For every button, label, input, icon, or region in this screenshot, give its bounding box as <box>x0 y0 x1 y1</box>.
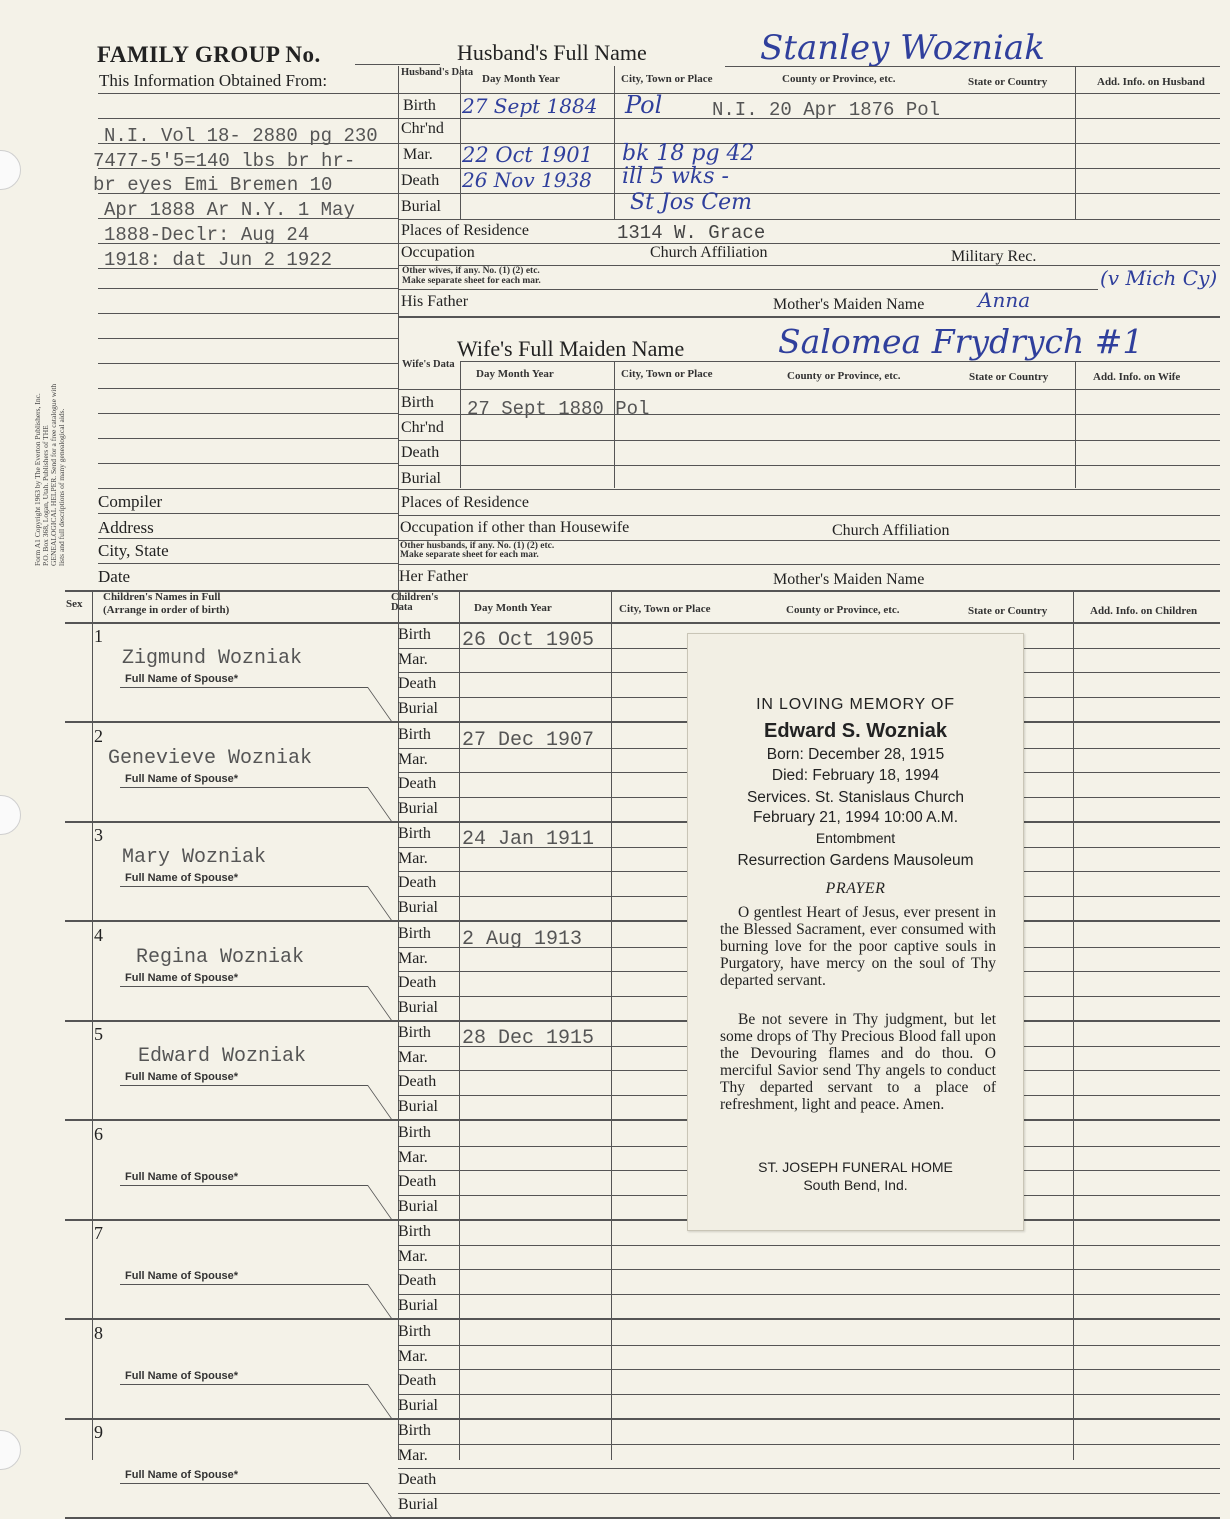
child-row-divider <box>65 1219 1220 1221</box>
child-row-divider <box>65 1119 1220 1121</box>
child-death-label: Death <box>398 675 437 692</box>
child-birth-date: 28 Dec 1915 <box>462 1027 595 1050</box>
spouse-name-line <box>120 687 368 688</box>
child-event-line <box>398 1444 1220 1445</box>
date-label: Date <box>98 567 131 586</box>
child-death-label: Death <box>398 1073 437 1090</box>
child-birth-label: Birth <box>398 1223 431 1240</box>
husband-burial-place: St Jos Cem <box>630 190 752 215</box>
child-name: Mary Wozniak <box>122 846 267 869</box>
childrens-data-header: Children's Data <box>391 592 439 613</box>
spouse-name-label: Full Name of Spouse* <box>125 972 239 984</box>
child-number: 5 <box>94 1024 103 1044</box>
child-death-label: Death <box>398 974 437 991</box>
child-number: 7 <box>94 1223 103 1243</box>
city-state-label: City, State <box>98 541 169 560</box>
children-names-subheader: (Arrange in order of birth) <box>103 604 230 616</box>
wife-occupation-label: Occupation if other than Housewife <box>400 519 630 536</box>
her-mother-label: Mother's Maiden Name <box>773 571 925 588</box>
spouse-line-slant <box>367 1384 394 1420</box>
child-burial-label: Burial <box>398 1197 438 1215</box>
spouse-line-slant <box>367 986 394 1022</box>
add-info-husband-header: Add. Info. on Husband <box>1097 76 1205 88</box>
child-birth-label: Birth <box>398 1124 431 1141</box>
child-burial-label: Burial <box>398 998 438 1016</box>
address-label: Address <box>98 518 154 537</box>
memorial-heading: IN LOVING MEMORY OF <box>756 696 955 713</box>
child-mar-label: Mar. <box>398 1247 428 1265</box>
child-mar-label: Mar. <box>398 650 428 668</box>
source-note-line: 1888-Declr: Aug 24 <box>104 224 310 246</box>
source-note-line: Apr 1888 Ar N.Y. 1 May <box>104 199 355 221</box>
add-info-wife-header: Add. Info. on Wife <box>1093 371 1181 383</box>
husband-death-place: ill 5 wks - <box>622 164 729 189</box>
husband-death-date: 26 Nov 1938 <box>462 168 592 192</box>
spouse-name-label: Full Name of Spouse* <box>125 673 239 685</box>
wife-birth-label: Birth <box>401 394 434 411</box>
prayer-paragraph-1: O gentlest Heart of Jesus, ever present in the Blessed Sacrament, ever consumed with burning love for the poor captive souls in Purgatory, have mercy on the soul of Thy departed servant. <box>720 904 996 989</box>
source-note-line: N.I. Vol 18- 2880 pg 230 <box>104 125 378 147</box>
husband-birth-label: Birth <box>403 97 436 114</box>
city-header: City, Town or Place <box>621 73 713 85</box>
add-info-children-header: Add. Info. on Children <box>1090 605 1198 617</box>
husband-residence: 1314 W. Grace <box>617 222 766 244</box>
husband-name: Stanley Wozniak <box>760 28 1045 68</box>
wife-death-label: Death <box>401 444 440 461</box>
child-row-divider <box>65 821 1220 823</box>
child-burial-label: Burial <box>398 898 438 916</box>
prayer-title: PRAYER <box>825 880 886 897</box>
husband-occupation-label: Occupation <box>401 244 475 261</box>
memorial-card <box>687 633 1024 1231</box>
wife-name: Salomea Frydrych #1 <box>778 322 1144 361</box>
spouse-name-line <box>120 1085 368 1086</box>
children-dmy-header: Day Month Year <box>474 602 552 614</box>
his-mother-label: Mother's Maiden Name <box>773 296 925 313</box>
child-event-line <box>398 1269 1220 1270</box>
child-mar-label: Mar. <box>398 1148 428 1166</box>
funeral-home: ST. JOSEPH FUNERAL HOME <box>758 1159 953 1175</box>
child-number: 9 <box>94 1422 103 1442</box>
husband-church-label: Church Affiliation <box>650 244 768 261</box>
memorial-born: Born: December 28, 1915 <box>766 746 945 763</box>
spouse-line-slant <box>367 886 394 922</box>
child-event-line <box>398 1493 1220 1494</box>
child-burial-label: Burial <box>398 1097 438 1115</box>
source-note-line: br eyes Emi Bremen 10 <box>93 174 333 196</box>
husband-marriage-place: bk 18 pg 42 <box>622 141 755 166</box>
wife-full-name-label: Wife's Full Maiden Name <box>457 336 685 361</box>
child-number: 4 <box>94 925 103 945</box>
spouse-line-slant <box>367 787 394 823</box>
her-father-label: Her Father <box>399 568 468 585</box>
child-event-line <box>398 1245 1220 1246</box>
other-wives-note: Other wives, if any. No. (1) (2) etc. <box>402 266 540 276</box>
funeral-home-city: South Bend, Ind. <box>803 1177 908 1193</box>
wife-city-header: City, Town or Place <box>621 368 713 380</box>
spouse-name-line <box>120 1483 368 1484</box>
memorial-services: Services. St. Stanislaus Church <box>746 789 965 806</box>
spouse-name-line <box>120 1384 368 1385</box>
child-row-divider <box>65 1020 1220 1022</box>
child-death-label: Death <box>398 1272 437 1289</box>
children-county-header: County or Province, etc. <box>786 604 900 616</box>
his-mother-name: Anna <box>978 288 1031 312</box>
child-mar-label: Mar. <box>398 949 428 967</box>
spouse-name-line <box>120 787 368 788</box>
spouse-name-label: Full Name of Spouse* <box>125 1370 239 1382</box>
child-birth-label: Birth <box>398 1323 431 1340</box>
husband-mar-label: Mar. <box>403 146 433 163</box>
child-death-label: Death <box>398 775 437 792</box>
child-birth-date: 26 Oct 1905 <box>462 629 595 652</box>
punch-hole-top <box>0 150 21 190</box>
wifes-data-header: Wife's Data <box>402 359 455 370</box>
family-group-label: FAMILY GROUP No. <box>97 42 321 67</box>
child-number: 6 <box>94 1124 103 1144</box>
county-header: County or Province, etc. <box>782 73 896 85</box>
child-birth-date: 2 Aug 1913 <box>462 928 583 951</box>
military-note: (v Mich Cy) <box>1100 266 1218 290</box>
child-row-divider <box>65 1318 1220 1320</box>
children-names-header: Children's Names in Full <box>103 591 221 603</box>
child-event-line <box>398 1468 1220 1469</box>
child-birth-label: Birth <box>398 825 431 842</box>
wife-state-header: State or Country <box>969 371 1049 383</box>
child-mar-label: Mar. <box>398 750 428 768</box>
his-father-label: His Father <box>401 293 469 310</box>
spouse-name-label: Full Name of Spouse* <box>125 1469 239 1481</box>
child-name: Genevieve Wozniak <box>108 747 313 770</box>
punch-hole-middle <box>0 795 21 835</box>
child-event-line <box>398 1294 1220 1295</box>
spouse-name-line <box>120 986 368 987</box>
child-birth-label: Birth <box>398 626 431 643</box>
dmy-header: Day Month Year <box>482 73 560 85</box>
wife-burial-label: Burial <box>401 470 441 487</box>
wife-residence-label: Places of Residence <box>401 494 529 511</box>
husband-chrnd-label: Chr'nd <box>401 120 444 137</box>
spouse-line-slant <box>367 687 394 723</box>
memorial-service-date: February 21, 1994 10:00 A.M. <box>752 809 959 826</box>
husband-death-label: Death <box>401 172 440 189</box>
spouse-name-line <box>120 886 368 887</box>
child-event-line <box>398 1394 1220 1395</box>
husband-marriage-date: 22 Oct 1901 <box>462 143 593 167</box>
state-header: State or Country <box>968 76 1048 88</box>
husband-birth-date: 27 Sept 1884 <box>462 94 598 118</box>
spouse-name-label: Full Name of Spouse* <box>125 1171 239 1183</box>
child-death-label: Death <box>398 1471 437 1488</box>
copyright-note: Form A1 Copyright 1963 by The Everton Publishers, Inc. P.O. Box 368, Logan, Utah. Publishers of THE GENEALOGICAL HELPER. Send for a free catalogue with lists and full descriptions of many genealogical aids. <box>33 383 66 566</box>
spouse-name-label: Full Name of Spouse* <box>125 1270 239 1282</box>
child-name: Edward Wozniak <box>138 1045 307 1068</box>
child-row-divider <box>65 1418 1220 1420</box>
child-burial-label: Burial <box>398 699 438 717</box>
child-birth-label: Birth <box>398 726 431 743</box>
child-death-label: Death <box>398 874 437 891</box>
spouse-name-line <box>120 1284 368 1285</box>
child-burial-label: Burial <box>398 1396 438 1414</box>
punch-hole-bottom <box>0 1430 21 1470</box>
child-mar-label: Mar. <box>398 1347 428 1365</box>
memorial-entombment: Entombment <box>815 830 896 846</box>
husbands-data-header: Husband's Data <box>401 67 474 78</box>
child-birth-date: 27 Dec 1907 <box>462 729 595 752</box>
spouse-name-label: Full Name of Spouse* <box>125 1071 239 1083</box>
husband-burial-label: Burial <box>401 198 441 215</box>
child-death-label: Death <box>398 1372 437 1389</box>
other-husbands-note: Other husbands, if any. No. (1) (2) etc. <box>400 541 555 551</box>
child-number: 3 <box>94 825 103 845</box>
child-death-label: Death <box>398 1173 437 1190</box>
husband-residence-label: Places of Residence <box>401 222 529 239</box>
husband-full-name-label: Husband's Full Name <box>457 40 647 65</box>
memorial-location: Resurrection Gardens Mausoleum <box>737 852 974 869</box>
husband-birth-note: N.I. 20 Apr 1876 Pol <box>712 99 941 121</box>
child-name: Zigmund Wozniak <box>122 647 303 670</box>
child-event-line <box>398 1345 1220 1346</box>
spouse-line-slant <box>367 1185 394 1221</box>
husband-birth-place: Pol <box>625 91 663 119</box>
spouse-line-slant <box>367 1483 394 1519</box>
spouse-name-label: Full Name of Spouse* <box>125 872 239 884</box>
family-group-number-line <box>355 64 440 65</box>
child-name: Regina Wozniak <box>136 946 305 969</box>
sex-header: Sex <box>66 598 83 610</box>
child-birth-date: 24 Jan 1911 <box>462 828 595 851</box>
child-birth-label: Birth <box>398 925 431 942</box>
child-number: 8 <box>94 1323 103 1343</box>
info-source-label: This Information Obtained From: <box>99 71 328 90</box>
child-burial-label: Burial <box>398 799 438 817</box>
spouse-name-line <box>120 1185 368 1186</box>
compiler-label: Compiler <box>98 492 163 511</box>
husband-military-label: Military Rec. <box>951 248 1037 265</box>
child-birth-label: Birth <box>398 1422 431 1439</box>
child-row-divider <box>65 920 1220 922</box>
source-note-line: 1918: dat Jun 2 1922 <box>104 249 333 271</box>
memorial-name: Edward S. Wozniak <box>764 720 947 742</box>
wife-birth: 27 Sept 1880 Pol <box>467 398 650 420</box>
child-event-line <box>398 1369 1220 1370</box>
child-number: 2 <box>94 726 103 746</box>
child-burial-label: Burial <box>398 1296 438 1314</box>
prayer-paragraph-2: Be not severe in Thy judgment, but let some drops of Thy Precious Blood fall upon the Devouring flames and do thou. O merciful Savior send Thy angels to conduct Thy departed servant to a place of refreshment, light and peace. Amen. <box>720 1011 996 1113</box>
child-birth-label: Birth <box>398 1024 431 1041</box>
child-mar-label: Mar. <box>398 849 428 867</box>
memorial-died: Died: February 18, 1994 <box>771 767 940 784</box>
spouse-name-label: Full Name of Spouse* <box>125 773 239 785</box>
source-note-line: 7477-5'5=140 lbs br hr- <box>93 150 356 172</box>
child-burial-label: Burial <box>398 1495 438 1513</box>
wife-county-header: County or Province, etc. <box>787 370 901 382</box>
other-wives-note: Make separate sheet for each mar. <box>402 276 541 286</box>
child-number: 1 <box>94 626 103 646</box>
child-mar-label: Mar. <box>398 1446 428 1464</box>
other-husbands-note: Make separate sheet for each mar. <box>400 550 539 560</box>
spouse-line-slant <box>367 1284 394 1320</box>
wife-dmy-header: Day Month Year <box>476 368 554 380</box>
wife-chrnd-label: Chr'nd <box>401 419 444 436</box>
wife-church-label: Church Affiliation <box>832 522 950 539</box>
children-state-header: State or Country <box>968 605 1048 617</box>
spouse-line-slant <box>367 1085 394 1121</box>
child-row-divider <box>65 721 1220 723</box>
children-city-header: City, Town or Place <box>619 603 711 615</box>
child-mar-label: Mar. <box>398 1048 428 1066</box>
